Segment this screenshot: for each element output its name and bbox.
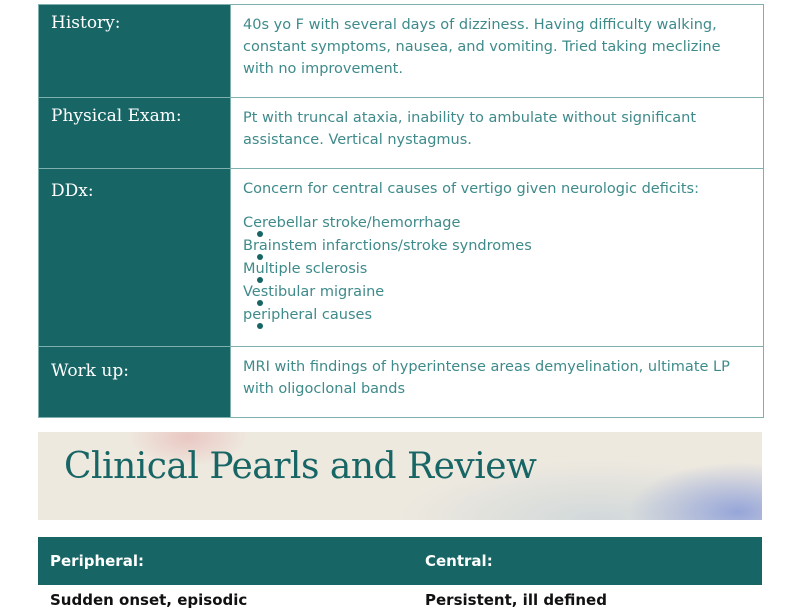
ddx-item: Vestibular migraine <box>243 281 751 304</box>
ddx-label: DDx: <box>39 169 230 346</box>
work-up-label: Work up: <box>39 347 230 417</box>
ddx-item: Multiple sclerosis <box>243 258 751 281</box>
ddx-item: peripheral causes <box>243 304 751 327</box>
section-banner <box>38 432 762 520</box>
history-row <box>39 5 763 98</box>
peripheral-cell: Sudden onset, episodic <box>50 591 248 609</box>
work-up-content: MRI with findings of hyperintense areas demyelination, ultimate LP with oligoclonal bands <box>230 347 763 417</box>
ddx-item: Cerebellar stroke/hemorrhage <box>243 212 751 235</box>
ddx-item: Brainstem infarctions/stroke syndromes <box>243 235 751 258</box>
peripheral-header: Peripheral: <box>50 552 144 570</box>
section-title: Clinical Pearls and Review <box>64 446 537 487</box>
physical-exam-label: Physical Exam: <box>39 98 230 168</box>
comparison-header <box>38 537 762 585</box>
ddx-content <box>230 169 763 346</box>
central-header: Central: <box>425 552 493 570</box>
ddx-intro: Concern for central causes of vertigo given neurologic deficits: <box>243 181 699 197</box>
history-content: 40s yo F with several days of dizziness. Having difficulty walking, constant symptoms, nausea, and vomiting. Tried taking meclizine with no improvement. <box>230 5 763 97</box>
ddx-list <box>243 212 751 327</box>
work-up-row <box>39 347 763 417</box>
ddx-row <box>39 169 763 347</box>
comparison-table <box>38 537 762 609</box>
comparison-row <box>38 585 762 609</box>
physical-exam-content: Pt with truncal ataxia, inability to ambulate without significant assistance. Vertical nystagmus. <box>230 98 763 168</box>
physical-exam-row <box>39 98 763 169</box>
history-label: History: <box>39 5 230 97</box>
central-cell: Persistent, ill defined <box>425 591 607 609</box>
case-table <box>38 4 764 418</box>
